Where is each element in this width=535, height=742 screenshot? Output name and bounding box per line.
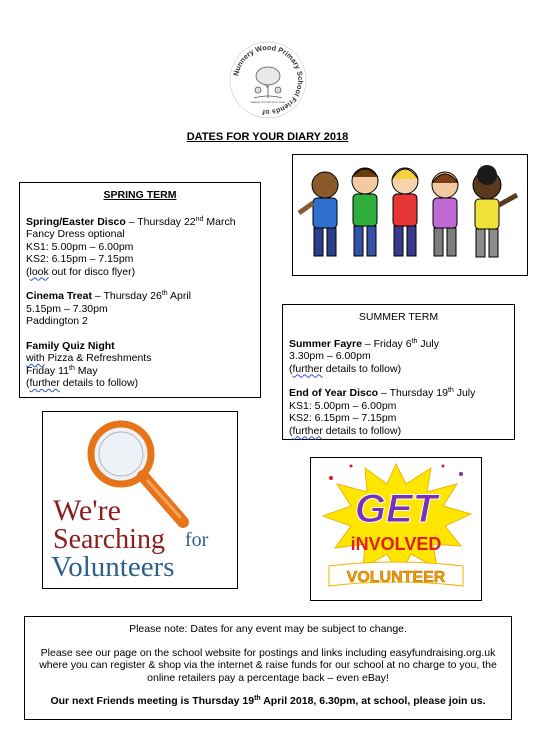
quiz-date-sup: th: [69, 364, 75, 372]
cinema-film: Paddington 2: [26, 315, 88, 327]
cinema-time: 5.15pm – 7.30pm: [26, 302, 108, 315]
cinema-date: – Thursday 26: [91, 290, 162, 302]
logo-ring-text: Nunnery Wood Primary School Friends of: [231, 42, 306, 118]
notice-paragraph-fundraising: Please see our page on the school website for postings and links including easyfundraising.org.uk where you can register & shop via the internet & raise funds for our school at no charge to you, the online retailers pay a percentage back – even eBay!: [39, 646, 497, 684]
fayre-title-line: [289, 338, 508, 351]
summer-term-box: [282, 304, 515, 440]
summer-disco-ks1: KS1: 5.00pm – 6.00pm: [289, 399, 397, 412]
spring-disco-title-line: [26, 216, 254, 229]
spellcheck-word: further: [29, 377, 60, 389]
child-figure: [299, 172, 338, 256]
spring-term-heading: SPRING TERM: [103, 189, 177, 201]
meeting-date-sup: th: [254, 695, 261, 702]
notice-box: [24, 616, 512, 720]
quiz-title: Family Quiz Night: [26, 339, 115, 352]
child-figure: [392, 168, 418, 256]
spellcheck-word: further: [292, 424, 323, 437]
meeting-text: Our next Friends meeting is Thursday 19: [50, 695, 255, 707]
fayre-details-line: [289, 363, 508, 376]
child-figure: [432, 172, 458, 256]
page-title-text: DATES FOR YOUR DIARY 2018: [186, 131, 349, 143]
logo-emblem: [228, 40, 308, 120]
volunteers-poster: [42, 411, 238, 589]
summer-disco-ks2: KS2: 6.15pm – 7.15pm: [289, 412, 397, 424]
paren-open: (: [289, 362, 293, 375]
summer-term-heading: SUMMER TERM: [358, 311, 439, 323]
quiz-food: Pizza & Refreshments: [44, 352, 152, 364]
spring-disco-date: – Thursday 22: [128, 215, 196, 228]
cinema-title-line: [26, 290, 254, 303]
cinema-date-sup: th: [161, 290, 168, 297]
spring-disco-fancy-dress: Fancy Dress optional: [26, 228, 125, 240]
children-clipart-frame: [292, 154, 528, 276]
paren-open: (: [289, 424, 293, 437]
volunteers-line2b: for: [185, 529, 209, 551]
volunteers-line3: Volunteers: [51, 551, 175, 583]
child-figure: [352, 168, 378, 256]
summer-disco-date: – Thursday 19: [378, 387, 448, 399]
spellcheck-word: with: [26, 352, 45, 364]
notice-line-dates: Please note: Dates for any event may be subject to change.: [129, 623, 407, 635]
summer-disco-details-line: [289, 425, 508, 438]
fayre-date-sup: th: [411, 337, 418, 345]
spring-disco-month: March: [203, 215, 236, 228]
spring-term-box: [19, 182, 261, 398]
page-title: [0, 131, 535, 144]
logo-tagline: Helping Our School to Grow: [250, 100, 286, 104]
volunteers-poster-art: [43, 412, 237, 588]
quiz-food-line: [26, 352, 254, 365]
volunteers-line2a: Searching: [53, 524, 165, 555]
spring-disco-date-sup: nd: [195, 215, 204, 223]
school-friends-logo: [228, 40, 308, 120]
meeting-text-rest: April 2018, 6.30pm, at school, please join us.: [260, 695, 486, 707]
fayre-month: July: [417, 337, 439, 350]
get-involved-poster-art: [311, 458, 481, 600]
volunteer-text: VOLUNTEER: [346, 569, 446, 586]
flyer-note-rest: out for disco flyer): [48, 265, 136, 278]
fayre-time: 3.30pm – 6.00pm: [289, 350, 371, 362]
spellcheck-word: further: [292, 362, 323, 375]
spring-disco-title: Spring/Easter Disco: [26, 215, 126, 228]
notice-meeting-line: [33, 695, 503, 708]
summer-disco-details-rest: details to follow): [322, 424, 402, 437]
spring-disco-ks1: KS1: 5.00pm – 6.00pm: [26, 240, 134, 253]
quiz-month: May: [74, 364, 98, 377]
get-text: GET: [354, 487, 438, 531]
paren-open: (: [26, 265, 30, 278]
spellcheck-word: look: [29, 265, 49, 278]
get-involved-poster: [310, 457, 482, 601]
summer-disco-date-sup: th: [447, 387, 454, 394]
spring-disco-flyer-note: [26, 266, 254, 279]
volunteers-line1: We're: [53, 494, 121, 527]
quiz-details-rest: details to follow): [59, 377, 139, 389]
paren-open: (: [26, 377, 30, 389]
involved-text: iNVOLVED: [350, 534, 442, 554]
quiz-date-line: [26, 365, 254, 378]
fayre-title: Summer Fayre: [289, 337, 362, 350]
summer-disco-title: End of Year Disco: [289, 387, 379, 399]
quiz-details-line: [26, 377, 254, 390]
cinema-month: April: [167, 290, 191, 302]
summer-disco-month: July: [453, 387, 476, 399]
child-figure: [473, 165, 517, 257]
quiz-title-line: [26, 340, 254, 353]
spring-disco-ks2: KS2: 6.15pm – 7.15pm: [26, 253, 134, 265]
fayre-details-rest: details to follow): [322, 362, 402, 375]
cinema-title: Cinema Treat: [26, 290, 92, 302]
fayre-date: – Friday 6: [361, 337, 412, 350]
summer-disco-title-line: [289, 387, 508, 400]
children-clipart: [293, 155, 527, 275]
quiz-date: Friday 11: [26, 364, 69, 377]
